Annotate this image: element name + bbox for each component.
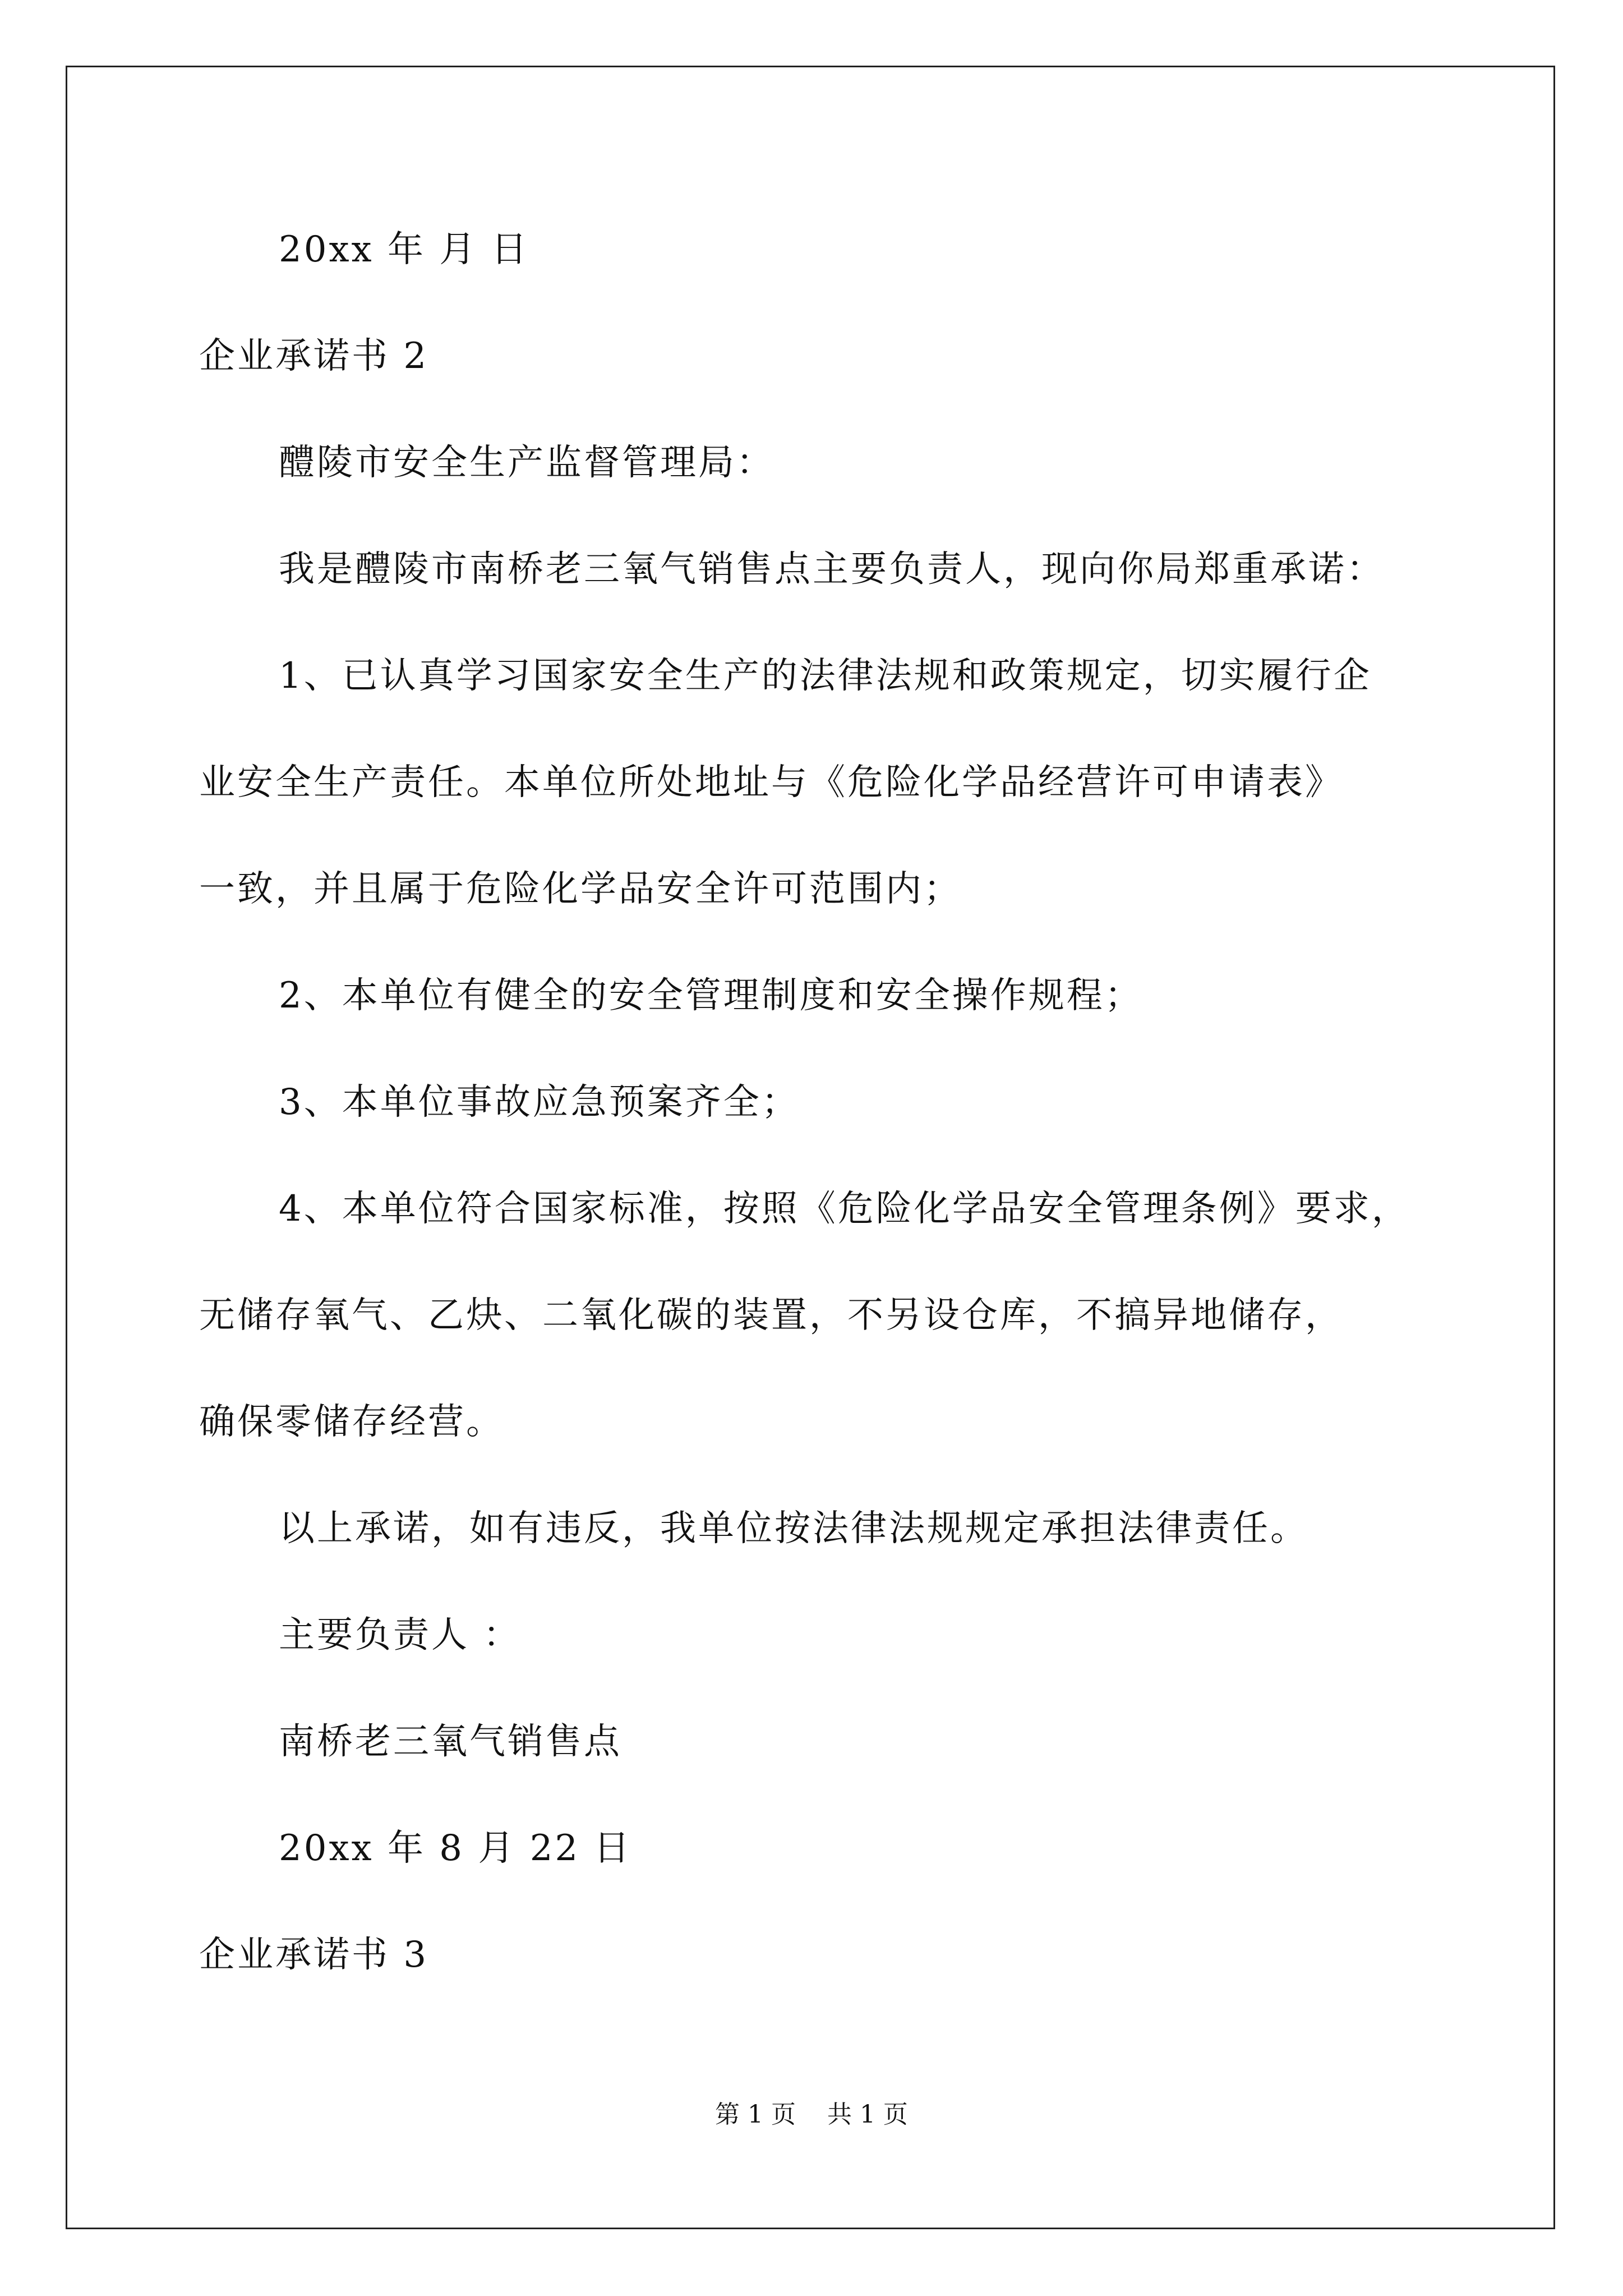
paragraph-item-1: 1、已认真学习国家安全生产的法律法规和政策规定，切实履行企 — [279, 655, 1372, 697]
page-number: 第 1 页 共 1 页 — [715, 2100, 908, 2129]
addressee: 醴陵市安全生产监督管理局： — [279, 442, 774, 484]
paragraph-intro: 我是醴陵市南桥老三氧气销售点主要负责人，现向你局郑重承诺： — [279, 549, 1385, 590]
paragraph-item-4: 4、本单位符合国家标准，按照《危险化学品安全管理条例》要求， — [279, 1188, 1410, 1230]
paragraph-item-4-cont: 无储存氧气、乙炔、二氧化碳的装置，不另设仓库，不搞异地储存， — [199, 1295, 1343, 1336]
signature-date: 20xx 年 8 月 22 日 — [279, 1828, 632, 1869]
paragraph-item-2: 2、本单位有健全的安全管理制度和安全操作规程； — [279, 975, 1143, 1016]
paragraph-item-3: 3、本单位事故应急预案齐全； — [279, 1082, 800, 1123]
date-line: 20xx 年 月 日 — [279, 229, 529, 270]
paragraph-item-1-cont: 业安全生产责任。本单位所处地址与《危险化学品经营许可申请表》 — [199, 762, 1343, 803]
signatory-label: 主要负责人 ： — [279, 1614, 522, 1656]
paragraph-closing: 以上承诺，如有违反，我单位按法律法规规定承担法律责任。 — [279, 1508, 1308, 1549]
paragraph-item-4-cont: 确保零储存经营。 — [199, 1401, 504, 1443]
company-name: 南桥老三氧气销售点 — [279, 1721, 622, 1763]
section-heading: 企业承诺书 3 — [199, 1934, 429, 1976]
section-heading: 企业承诺书 2 — [199, 335, 429, 377]
paragraph-item-1-cont: 一致，并且属于危险化学品安全许可范围内； — [199, 868, 962, 910]
page-border — [66, 66, 1555, 2229]
